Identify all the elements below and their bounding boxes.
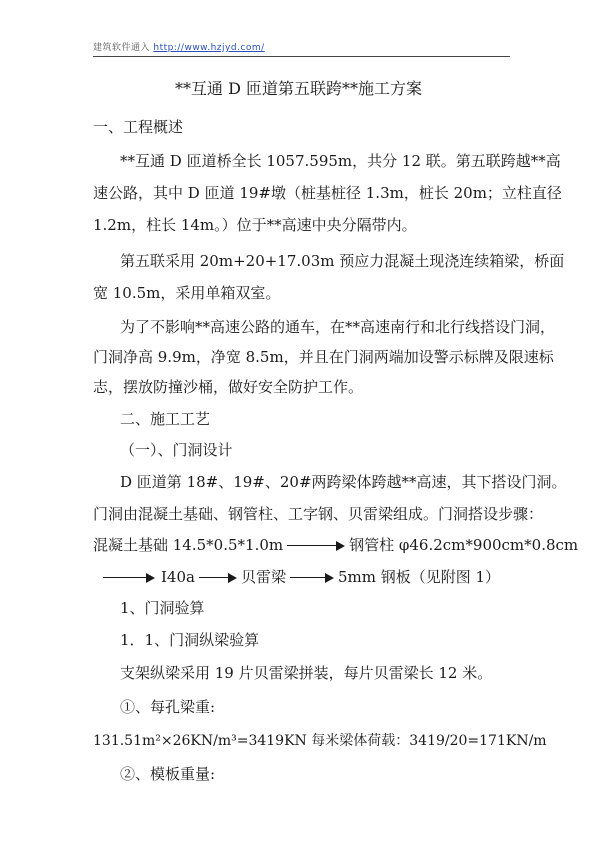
- paragraph3-line2: 门洞净高 9.9m，净宽 8.5m，并且在门洞两端加设警示标牌及限速标: [93, 348, 554, 366]
- paragraph2-line2: 宽 10.5m，采用单箱双室。: [93, 284, 281, 302]
- step-steel-pipe: 钢管柱 φ46.2cm*900cm*0.8cm: [349, 536, 579, 554]
- arrow-icon: [287, 541, 345, 551]
- heading-check-1-1: 1．1、门洞纵梁验算: [120, 631, 260, 649]
- paragraph5: 支架纵梁采用 19 片贝雷梁拼装，每片贝雷梁长 12 米。: [120, 664, 493, 682]
- paragraph1-line3: 1.2m，柱长 14m。）位于**高速中央分隔带内。: [93, 216, 417, 234]
- header-site-label: 建筑软件通入: [93, 43, 151, 53]
- paragraph3-line3: 志，摆放防撞沙桶，做好安全防护工作。: [93, 378, 364, 396]
- arrow-icon: [290, 573, 334, 583]
- arrow-icon: [103, 573, 155, 583]
- paragraph1-line2: 速公路，其中 D 匝道 19#墩（桩基桩径 1.3m，桩长 20m；立柱直径: [93, 184, 562, 202]
- step-i-beam: I40a: [161, 568, 195, 586]
- section2-heading: 二、施工工艺: [120, 410, 211, 428]
- item1-heading: ①、每孔梁重:: [120, 698, 216, 716]
- step-concrete-base: 混凝土基础 14.5*0.5*1.0m: [93, 536, 284, 554]
- calculation-line: 131.51m²×26KN/m³=3419KN 每米梁体荷载：3419/20=171KN/m: [93, 733, 547, 749]
- steps-line1: [93, 536, 578, 554]
- paragraph2-line1: 第五联采用 20m+20+17.03m 预应力混凝土现浇连续箱梁，桥面: [120, 252, 565, 270]
- header-divider: [93, 56, 510, 57]
- header-site-link[interactable]: http://www.hzjyd.com/: [153, 43, 265, 53]
- heading-check: 1、门洞验算: [120, 599, 205, 617]
- section1-heading: 一、工程概述: [93, 118, 184, 136]
- item2-heading: ②、模板重量:: [120, 765, 216, 783]
- document-title: **互通 D 匝道第五联跨**施工方案: [175, 79, 423, 98]
- paragraph4-line1: D 匝道第 18#、19#、20#两跨梁体跨越**高速，其下搭设门洞。: [120, 473, 567, 491]
- page-header: [93, 40, 265, 53]
- steps-line2: [93, 568, 500, 586]
- arrow-icon: [199, 573, 237, 583]
- paragraph3-line1: 为了不影响**高速公路的通车，在**高速南行和北行线搭设门洞，: [120, 318, 556, 336]
- step-steel-plate: 5mm 钢板（见附图 1）: [337, 568, 501, 586]
- paragraph1-line1: **互通 D 匝道桥全长 1057.595m，共分 12 联。第五联跨越**高: [120, 152, 561, 170]
- subsection1-heading: （一）、门洞设计: [120, 441, 233, 459]
- step-bailey-beam: 贝雷梁: [240, 568, 286, 586]
- paragraph4-line2: 门洞由混凝土基础、钢管柱、工字钢、贝雷梁组成。门洞搭设步骤：: [93, 505, 544, 523]
